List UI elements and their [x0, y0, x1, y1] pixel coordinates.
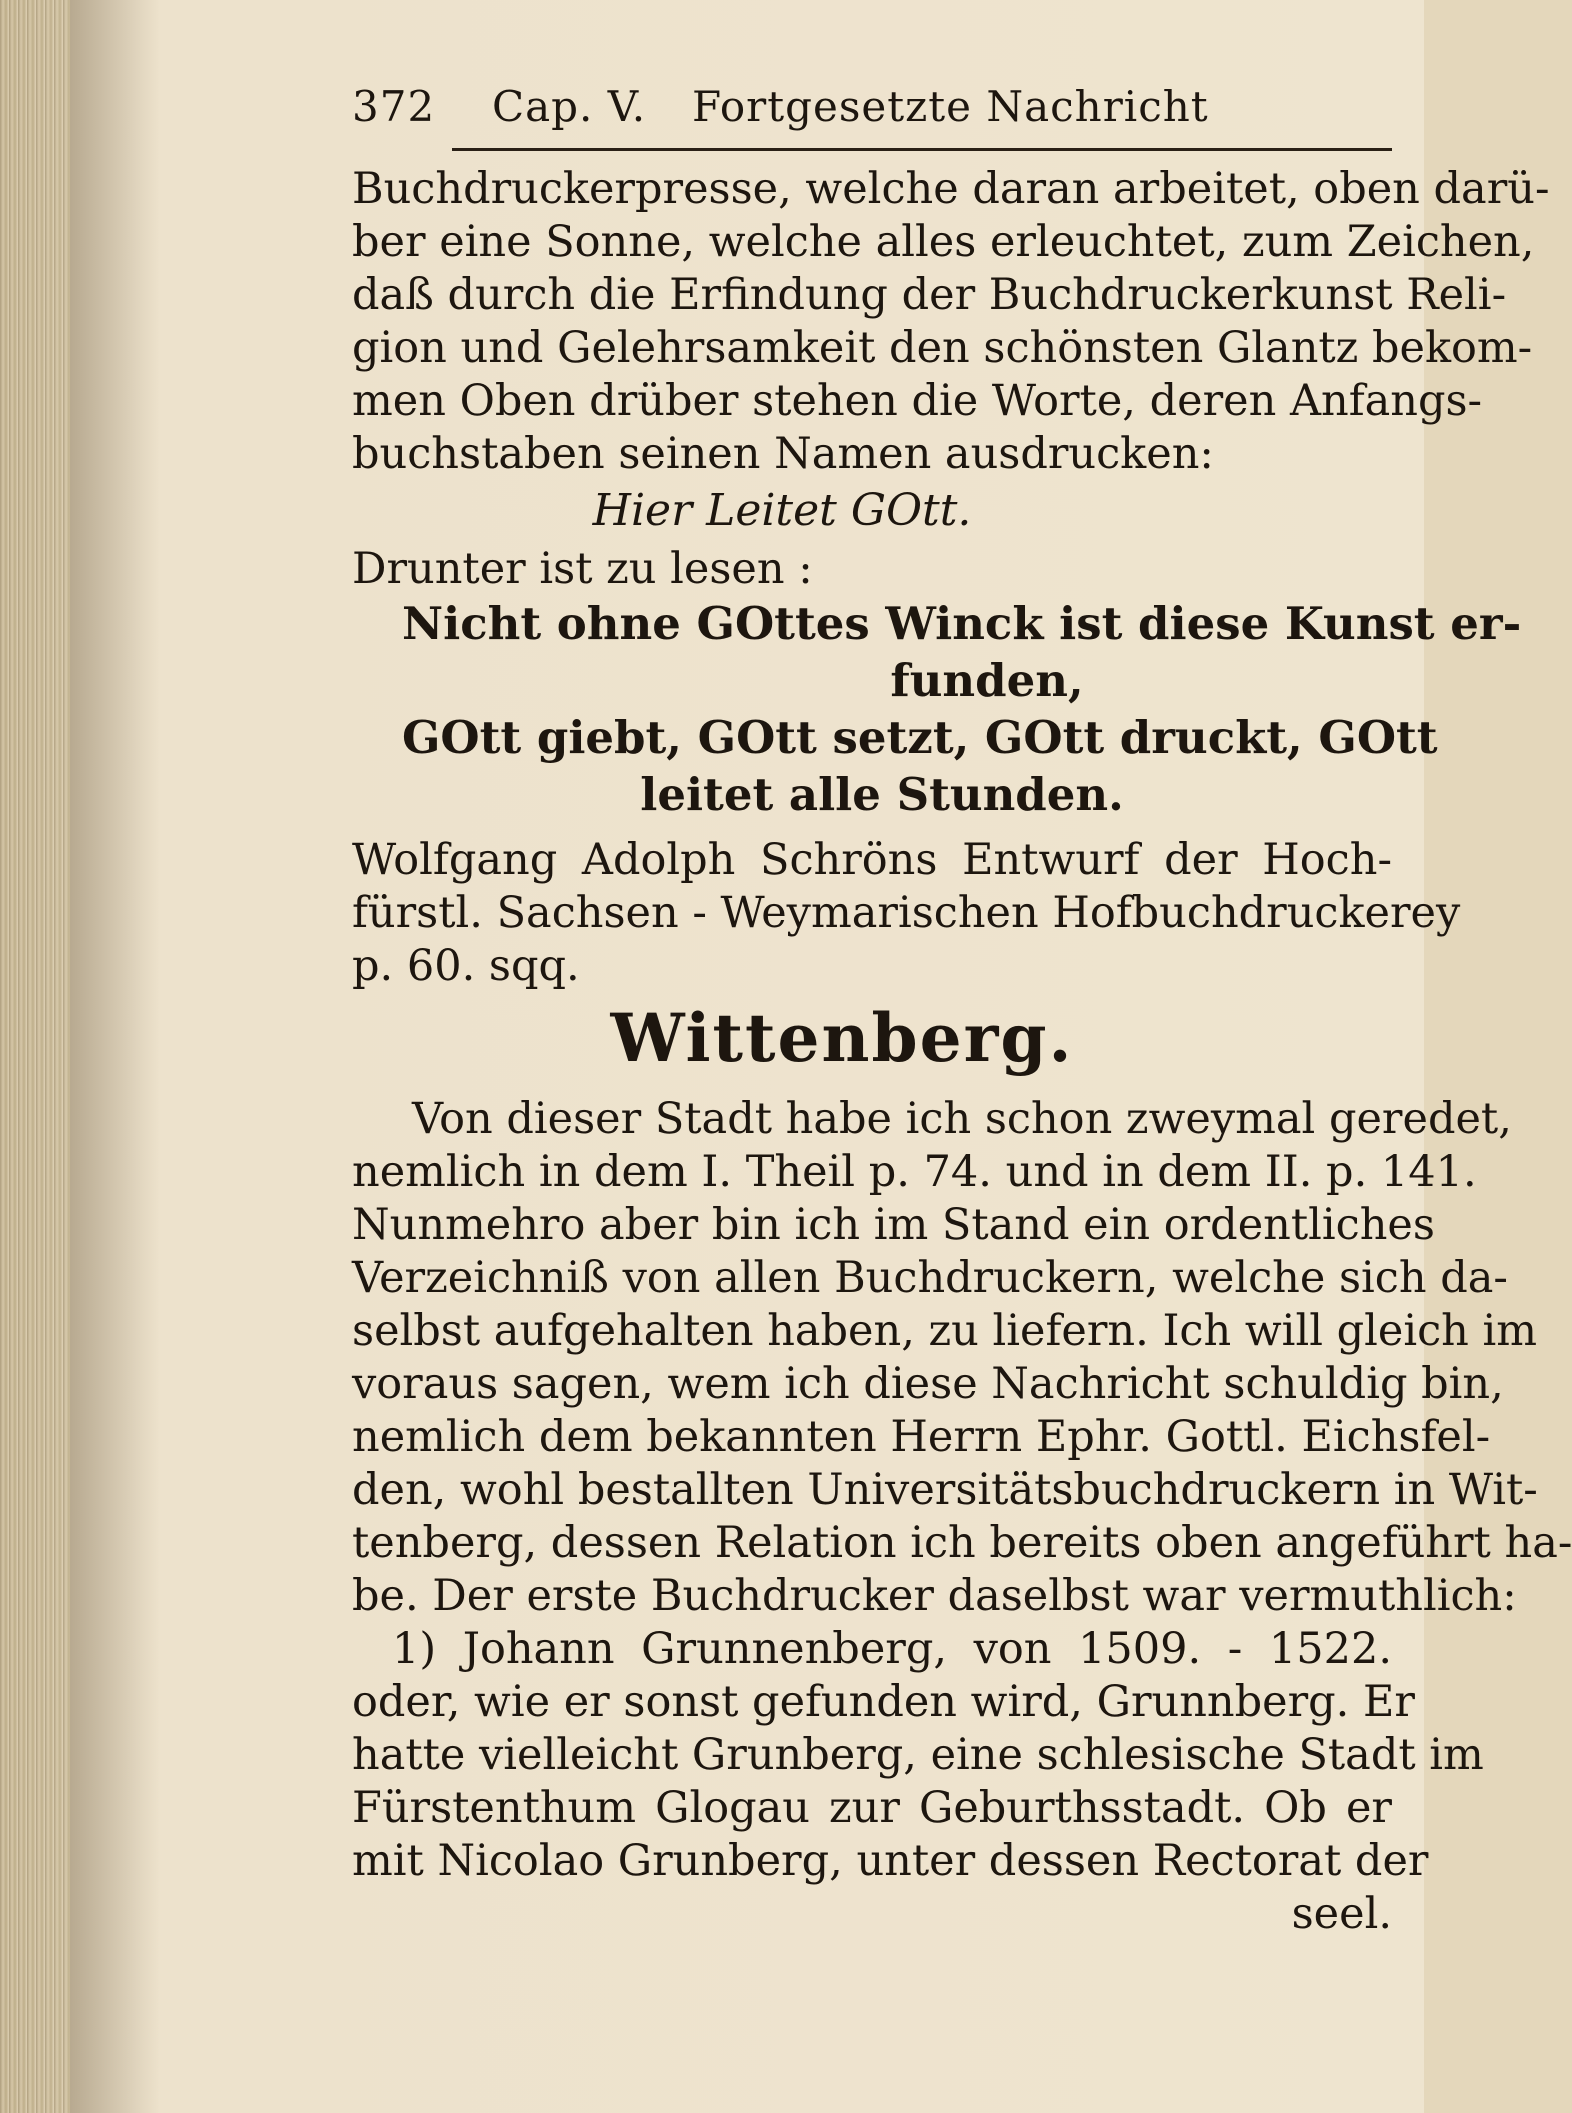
- verse: [352, 596, 1522, 824]
- paragraph-1: [352, 163, 1550, 481]
- spacer: [352, 824, 1392, 834]
- page-number: 372: [352, 82, 436, 131]
- text-block: [352, 82, 1572, 1941]
- source-citation: [352, 834, 1461, 993]
- text-line: voraus sagen, wem ich diese Nachricht schuldig bin,: [352, 1359, 1504, 1409]
- catchword: seel.: [1291, 1889, 1392, 1939]
- text-line: Buchdruckerpresse, welche daran arbeitet, oben darü-: [352, 164, 1550, 214]
- text-line: daß durch die Erfindung der Buchdruckerkunst Reli-: [352, 270, 1507, 320]
- motto: Hier Leitet GOtt.: [592, 485, 972, 536]
- running-head: [352, 82, 1392, 144]
- section-heading: Wittenberg.: [610, 999, 1074, 1077]
- text-line: gion und Gelehrsamkeit den schönsten Glantz bekom-: [352, 323, 1533, 373]
- text-line: hatte vielleicht Grunberg, eine schlesische Stadt im: [352, 1730, 1484, 1780]
- running-title: Fortgesetzte Nachricht: [692, 82, 1209, 131]
- verse-line: leitet alle Stunden.: [640, 768, 1124, 821]
- text-line: Wolfgang Adolph Schröns Entwurf der Hoch-: [352, 835, 1392, 885]
- paragraph-3: [352, 1623, 1484, 1941]
- page-stack-edge: [0, 0, 70, 2113]
- text-line: p. 60. sqq.: [352, 941, 580, 991]
- text-line: fürstl. Sachsen - Weymarischen Hofbuchdruckerey: [352, 888, 1461, 938]
- text-line: Verzeichniß von allen Buchdruckern, welche sich da-: [352, 1253, 1508, 1303]
- text-line: buchstaben seinen Namen ausdrucken:: [352, 429, 1214, 479]
- verse-line: Nicht ohne GOttes Winck ist diese Kunst er-: [402, 597, 1522, 650]
- text-line: men Oben drüber stehen die Worte, deren Anfangs-: [352, 376, 1483, 426]
- text-line: Nunmehro aber bin ich im Stand ein ordentliches: [352, 1200, 1435, 1250]
- text-line: nemlich dem bekannten Herrn Ephr. Gottl. Eichsfel-: [352, 1412, 1491, 1462]
- text-line: 1) Johann Grunnenberg, von 1509. - 1522.: [392, 1624, 1392, 1674]
- text-line: oder, wie er sonst gefunden wird, Grunnberg. Er: [352, 1677, 1415, 1727]
- text-line: Fürstenthum Glogau zur Geburthsstadt. Ob er: [352, 1783, 1392, 1833]
- text-line: be. Der erste Buchdrucker daselbst war vermuthlich:: [352, 1571, 1517, 1621]
- text-line: mit Nicolao Grunberg, unter dessen Rectorat der: [352, 1836, 1429, 1886]
- verse-line: GOtt giebt, GOtt setzt, GOtt druckt, GOtt: [402, 711, 1438, 764]
- head-rule: [452, 148, 1392, 151]
- text-line: den, wohl bestallten Universitätsbuchdruckern in Wit-: [352, 1465, 1538, 1515]
- chapter-label: Cap. V.: [492, 82, 647, 131]
- text-line: tenberg, dessen Relation ich bereits oben angeführt ha-: [352, 1518, 1572, 1568]
- paragraph-2: [352, 1093, 1572, 1623]
- gutter-shadow: [70, 0, 160, 2113]
- text-line: nemlich in dem I. Theil p. 74. und in dem II. p. 141.: [352, 1147, 1477, 1197]
- text-line: ber eine Sonne, welche alles erleuchtet, zum Zeichen,: [352, 217, 1535, 267]
- text-line: selbst aufgehalten haben, zu liefern. Ich will gleich im: [352, 1306, 1538, 1356]
- drunter-line: Drunter ist zu lesen :: [352, 544, 813, 594]
- verse-line: funden,: [890, 654, 1084, 707]
- text-line: Von dieser Stadt habe ich schon zweymal geredet,: [412, 1094, 1512, 1144]
